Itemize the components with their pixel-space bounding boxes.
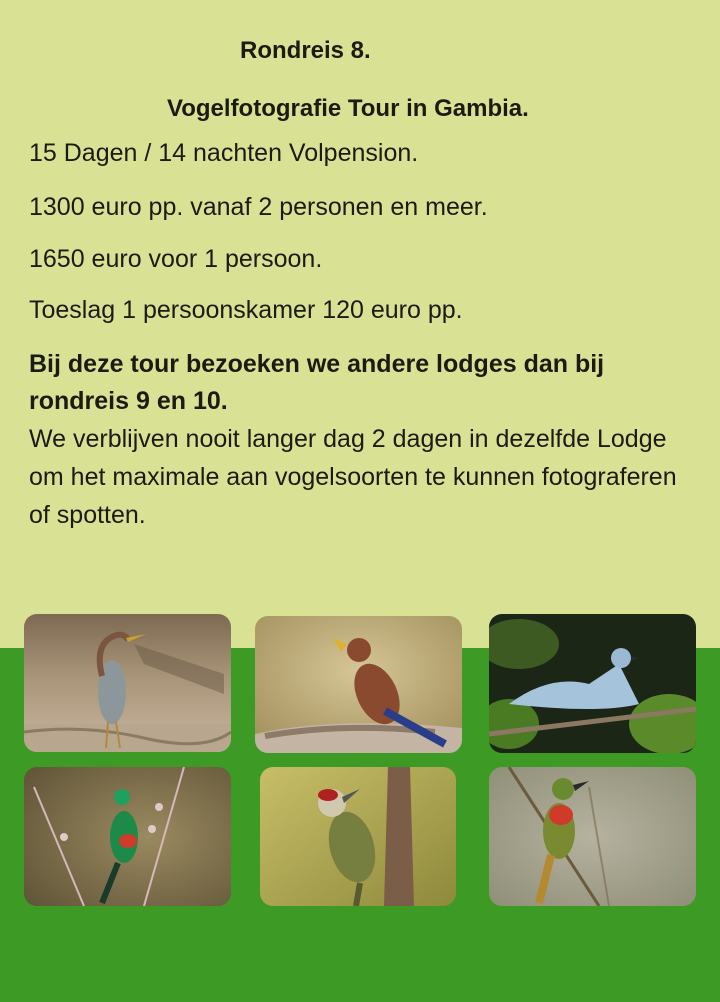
lodges-note: Bij deze tour bezoeken we andere lodges dan bij rondreis 9 en 10. bbox=[29, 350, 605, 415]
woodpecker-photo[interactable] bbox=[260, 767, 456, 906]
page-subtitle: Vogelfotografie Tour in Gambia. bbox=[167, 95, 529, 122]
roller-photo[interactable] bbox=[255, 616, 462, 753]
blue-flycatcher-photo[interactable] bbox=[489, 614, 696, 753]
duration-text: 15 Dagen / 14 nachten Volpension. bbox=[29, 139, 419, 167]
bee-eater-photo[interactable] bbox=[489, 767, 696, 906]
heron-photo[interactable] bbox=[24, 614, 231, 752]
page-title: Rondreis 8. bbox=[240, 37, 371, 64]
price-group-text: 1300 euro pp. vanaf 2 personen en meer. bbox=[29, 193, 488, 221]
sunbird-photo[interactable] bbox=[24, 767, 231, 906]
price-single-text: 1650 euro voor 1 persoon. bbox=[29, 245, 323, 273]
stay-description: We verblijven nooit langer dag 2 dagen in dezelfde Lodge om het maximale aan vogelsoorten te kunnen fotograferen of spotten. bbox=[29, 425, 677, 529]
supplement-text: Toeslag 1 persoonskamer 120 euro pp. bbox=[29, 296, 463, 324]
